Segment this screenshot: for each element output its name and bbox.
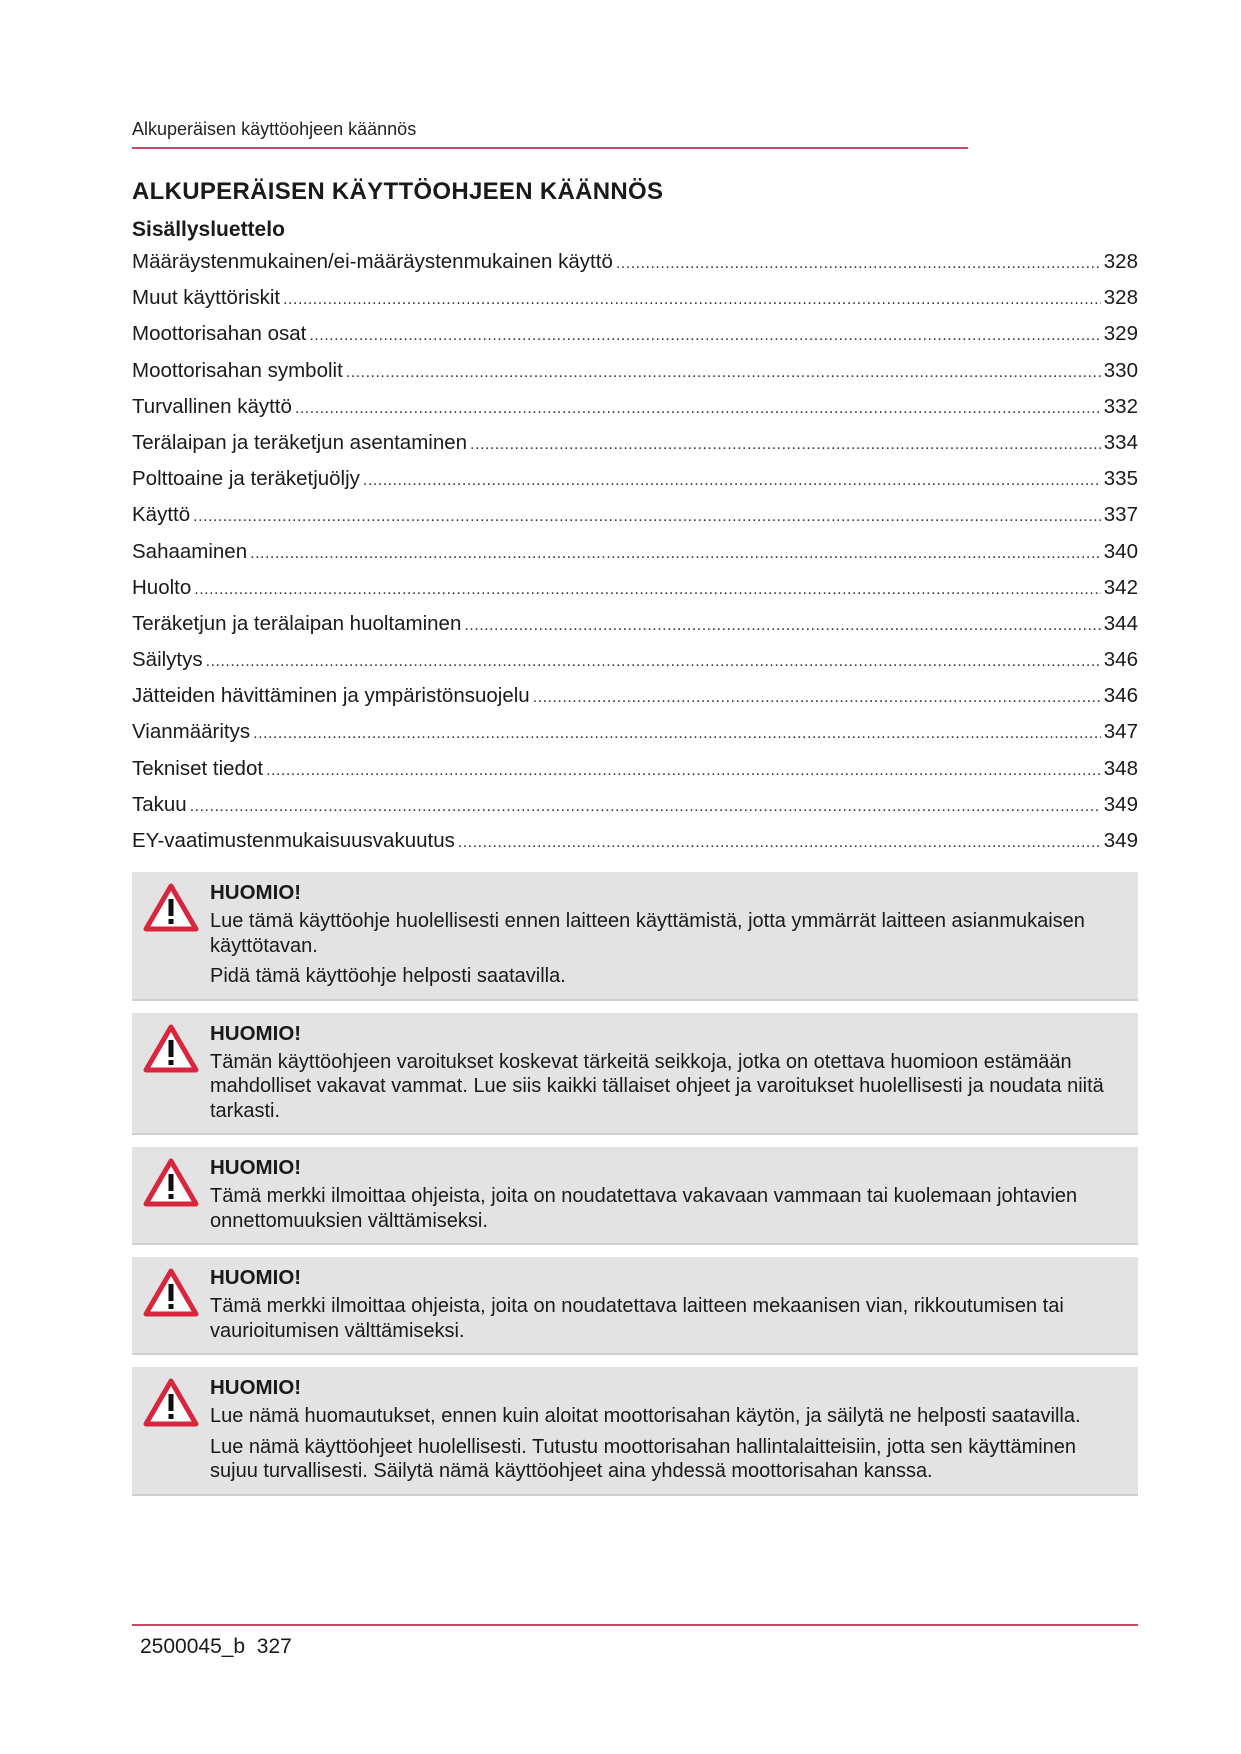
toc-entry[interactable] (132, 395, 1138, 431)
toc-entry-page: 349 (1103, 829, 1138, 852)
toc-entry-page: 330 (1103, 358, 1138, 382)
warning-triangle-icon (142, 1377, 200, 1429)
warning-notice (132, 1013, 1138, 1136)
toc-entry[interactable] (132, 540, 1138, 576)
toc-entry[interactable] (132, 793, 1138, 829)
toc-entry-page: 332 (1103, 394, 1138, 418)
warning-triangle-icon (142, 1023, 200, 1075)
toc-entry-title: Takuu (132, 792, 187, 816)
toc-entry-title: Tekniset tiedot (132, 756, 264, 780)
warning-notice (132, 1147, 1138, 1245)
toc-entry-page: 348 (1103, 756, 1138, 780)
toc-entry[interactable] (132, 576, 1138, 612)
toc-entry-page: 329 (1103, 322, 1138, 346)
toc-entry-title: Moottorisahan osat (132, 322, 307, 346)
notice-text: Tämä merkki ilmoittaa ohjeista, joita on noudatettava laitteen mekaanisen vian, rikkoutumisen tai vaurioitumisen välttämiseksi. (210, 1295, 1064, 1342)
notice-text: Lue nämä käyttöohjeet huolellisesti. Tutustu moottorisahan hallintalaitteisiin, jotta sen käyttäminen sujuu turvallisesti. Säilytä nämä käyttöohjeet aina yhdessä moottorisahan kanssa. (210, 1435, 1077, 1482)
toc-entry[interactable] (132, 322, 1138, 358)
dot-leader (193, 508, 1101, 526)
toc-entry[interactable] (132, 684, 1138, 720)
toc-entry-title: Teräketjun ja terälaipan huoltaminen (132, 611, 462, 635)
notice-title: HUOMIO! (210, 881, 302, 904)
notice-title: HUOMIO! (210, 1156, 302, 1179)
notice-title: HUOMIO! (210, 1021, 302, 1045)
toc-entry-title: Määräystenmukainen/ei-määräystenmukainen käyttö (132, 250, 613, 273)
toc-entry-title: Käyttö (132, 503, 191, 527)
document-title: ALKUPERÄISEN KÄYTTÖOHJEEN KÄÄNNÖS (132, 178, 664, 205)
toc-entry-title: Turvallinen käyttö (132, 394, 292, 418)
toc-entry-page: 334 (1103, 430, 1138, 454)
toc-entry-title: Muut käyttöriskit (132, 286, 281, 310)
toc-entry-title: Jätteiden hävittäminen ja ympäristönsuojelu (132, 684, 530, 708)
toc-entry[interactable] (132, 503, 1138, 539)
warning-notice (132, 1257, 1138, 1355)
dot-leader (363, 472, 1101, 490)
toc-entry-page: 347 (1103, 720, 1138, 744)
running-header: Alkuperäisen käyttöohjeen käännös (132, 119, 417, 139)
notice-text: Tämän käyttöohjeen varoitukset koskevat tärkeitä seikkoja, jotka on otettava huomioon estämään mahdolliset vakavat vammat. Lue siis kaikki tällaiset ohjeet ja varoitukset huolellisesti ja noudata niitä tarkasti. (210, 1050, 1104, 1122)
toc-entry-page: 349 (1103, 792, 1138, 816)
warning-notice (132, 1367, 1138, 1496)
toc-entry[interactable] (132, 757, 1138, 793)
header-divider (132, 147, 968, 149)
toc-entry[interactable] (132, 359, 1138, 395)
toc-entry[interactable] (132, 612, 1138, 648)
toc-entry[interactable] (132, 467, 1138, 503)
toc-entry[interactable] (132, 648, 1138, 684)
toc-entry[interactable] (132, 829, 1138, 865)
toc-entry-page: 335 (1103, 467, 1138, 491)
page-number: 327 (256, 1635, 292, 1658)
toc-entry-title: EY-vaatimustenmukaisuusvakuutus (132, 829, 455, 852)
notice-title: HUOMIO! (210, 1376, 302, 1399)
page-footer (140, 1635, 292, 1659)
toc-entry-page: 328 (1103, 250, 1138, 273)
toc-entry-title: Polttoaine ja teräketjuöljy (132, 467, 360, 491)
toc-entry[interactable] (132, 720, 1138, 756)
toc-entry-page: 344 (1103, 611, 1138, 635)
dot-leader (206, 653, 1101, 671)
dot-leader (194, 581, 1101, 599)
dot-leader (309, 327, 1100, 345)
notices-section (132, 872, 1138, 1508)
dot-leader (346, 364, 1101, 382)
dot-leader (533, 689, 1101, 707)
toc-entry-title: Vianmääritys (132, 720, 251, 744)
toc-entry-title: Säilytys (132, 648, 203, 672)
dot-leader (464, 617, 1100, 635)
toc-entry[interactable] (132, 431, 1138, 467)
notice-text: Lue nämä huomautukset, ennen kuin aloitat moottorisahan käytön, ja säilytä ne helposti saatavilla. (210, 1405, 1081, 1427)
toc-entry-page: 328 (1103, 286, 1138, 310)
warning-triangle-icon (142, 1267, 200, 1319)
notice-text: Tämä merkki ilmoittaa ohjeista, joita on noudatettava vakavaan vammaan tai kuolemaan johtavien onnettomuuksien välttämiseksi. (210, 1185, 1078, 1232)
dot-leader (470, 436, 1101, 454)
dot-leader (190, 798, 1101, 816)
toc-entry[interactable] (132, 250, 1138, 286)
toc-entry-page: 337 (1103, 503, 1138, 527)
dot-leader (250, 545, 1101, 563)
notice-title: HUOMIO! (210, 1266, 302, 1289)
dot-leader (295, 400, 1101, 418)
toc-entry-title: Huolto (132, 575, 192, 599)
toc-entry-title: Terälaipan ja teräketjun asentaminen (132, 430, 468, 454)
table-of-contents (132, 250, 1138, 865)
footer-divider (132, 1624, 1138, 1626)
toc-entry-title: Moottorisahan symbolit (132, 358, 343, 382)
dot-leader (266, 762, 1101, 780)
dot-leader (458, 834, 1101, 852)
warning-notice (132, 872, 1138, 1001)
warning-triangle-icon (142, 882, 200, 934)
toc-entry-page: 346 (1103, 648, 1138, 672)
notice-text: Lue tämä käyttöohje huolellisesti ennen laitteen käyttämistä, jotta ymmärrät laitteen asianmukaisen käyttötavan. (210, 910, 1085, 957)
warning-triangle-icon (142, 1157, 200, 1209)
dot-leader (283, 291, 1101, 309)
toc-entry-title: Sahaaminen (132, 539, 248, 563)
dot-leader (253, 725, 1101, 743)
toc-entry-page: 340 (1103, 539, 1138, 563)
dot-leader (616, 255, 1101, 273)
doc-code: 2500045_b (140, 1635, 246, 1658)
toc-entry-page: 346 (1103, 684, 1138, 708)
toc-entry[interactable] (132, 286, 1138, 322)
toc-heading: Sisällysluettelo (132, 218, 285, 241)
toc-entry-page: 342 (1103, 575, 1138, 599)
notice-text: Pidä tämä käyttöohje helposti saatavilla. (210, 965, 566, 987)
